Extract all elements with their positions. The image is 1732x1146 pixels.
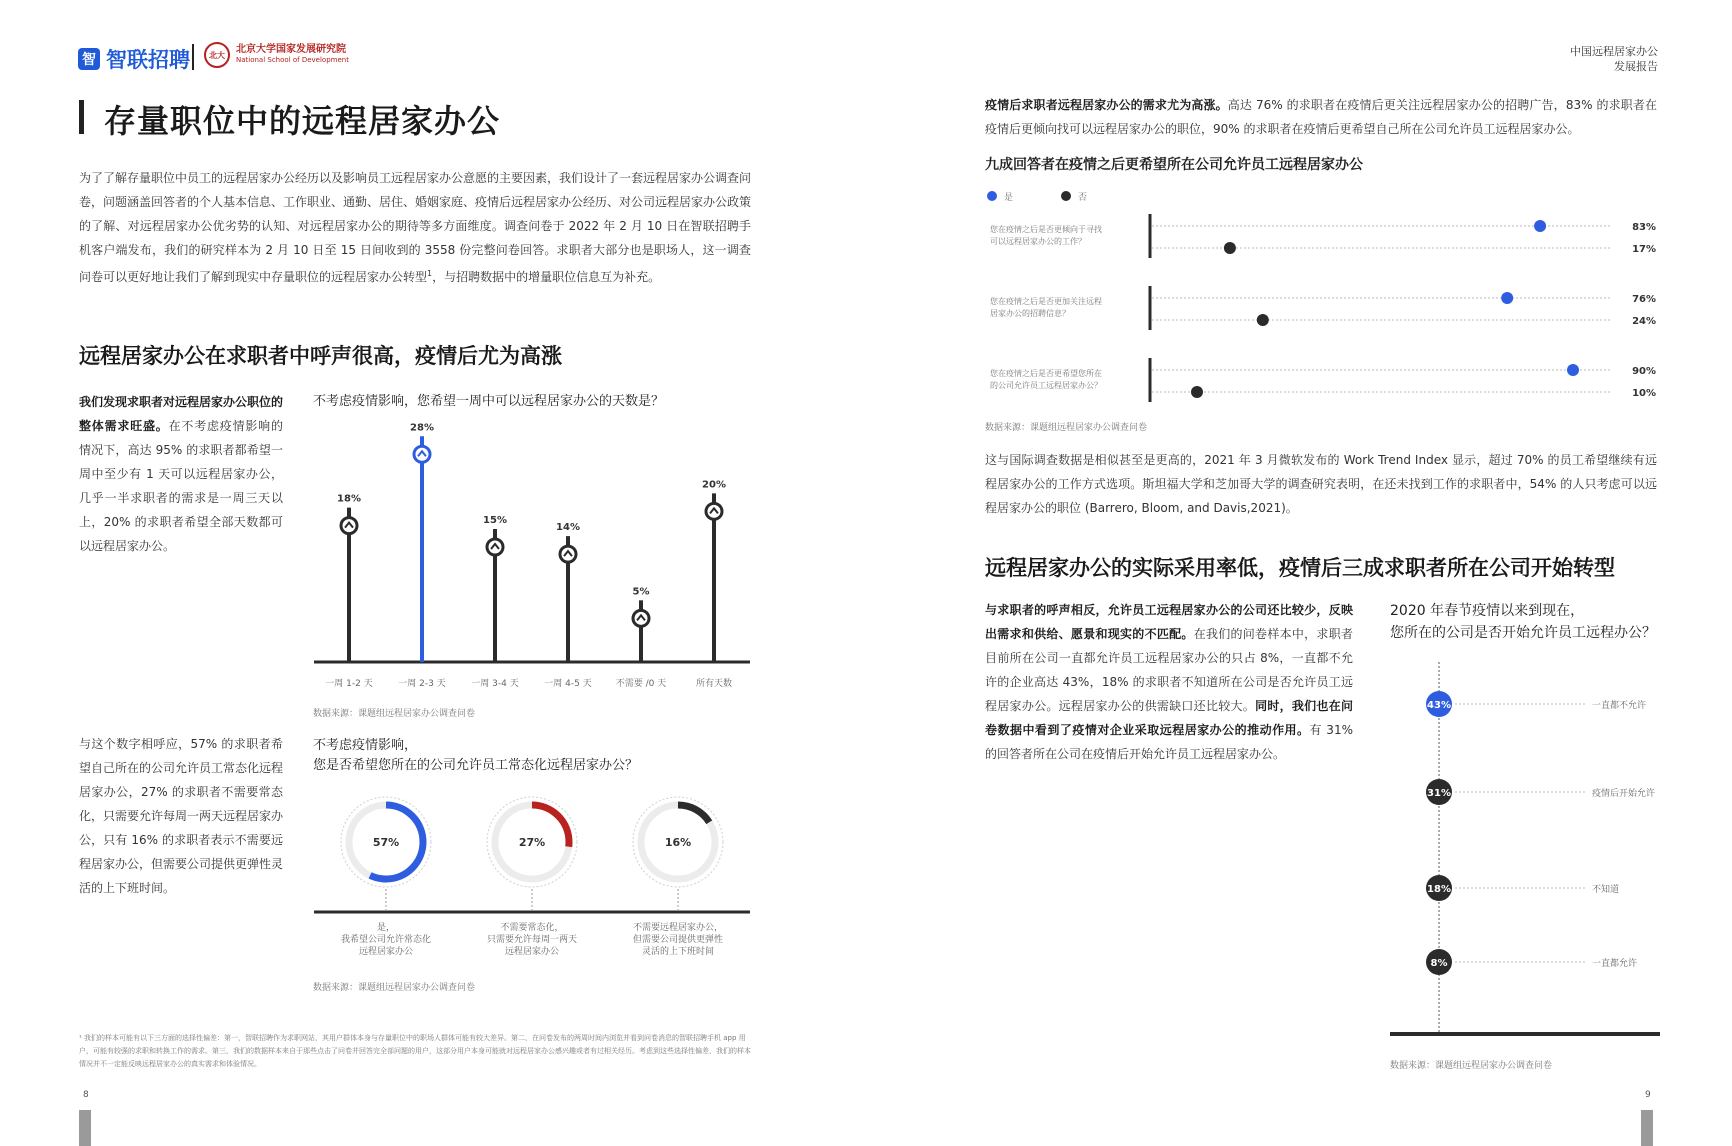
chart3-question-label: 的公司允许员工远程居家办公？ <box>990 381 1102 390</box>
chart3-question-label: 您在疫情之后是否更倾向于寻找 <box>990 225 1102 234</box>
chart3-question-label: 居家办公的招聘信息？ <box>990 309 1070 318</box>
chart1-lollipop <box>300 418 760 700</box>
chart2-category-label: 远程居家办公 <box>358 947 414 957</box>
chart3-legend-label: 是 <box>1004 193 1014 203</box>
chart2-category-label: 是， <box>376 923 396 933</box>
chart1-marker <box>487 539 503 555</box>
chart1-value-label: 18% <box>337 493 361 505</box>
chart3-dot <box>1501 292 1513 304</box>
chart4-category-label: 一直都不允许 <box>1592 701 1647 711</box>
footnote: ¹ 我们的样本可能有以下三方面的选择性偏差：第一，智联招聘作为求职网站，其用户群体本身与存量职位中的职场人群体可能有较大差异。第二，在问卷发布的两周时间内浏览并看到问卷消息的智联招聘手机 app 用户，可能有较强的求职和转换工作的需求。第三，我们的数据样本来自于那些点击了问卷并回答完全部问题的用户，这部分用户本身可能就对远程居家办公感兴趣或者有过相关经历。考虑到这些选择性偏差，我们的样本情况并不一定能反映远程居家办公的真实需求和体验情况。 <box>79 1034 751 1068</box>
chart3-value-label: 17% <box>1632 244 1656 255</box>
page-edge-bar-right <box>1641 1110 1653 1146</box>
chart4-category-label: 不知道 <box>1592 885 1620 895</box>
chart3-dot <box>1567 364 1579 376</box>
chart2-category-label: 不需要常态化， <box>500 923 564 933</box>
chart4-timeline <box>1385 656 1665 1040</box>
chart2-category-label: 我希望公司允许常态化 <box>340 935 432 945</box>
chart1-value-label: 5% <box>632 586 650 598</box>
chart2-value-label: 27% <box>518 836 546 849</box>
chart3-dot-plot <box>980 182 1670 412</box>
chart1-value-label: 15% <box>483 515 507 526</box>
chart3-legend-dot <box>1061 191 1071 201</box>
chart3-title: 九成回答者在疫情之后更希望所在公司允许员工远程居家办公 <box>985 157 1363 173</box>
side-paragraph-2: 与这个数字相呼应，57% 的求职者希望自己所在的公司允许员工常态化远程居家办公，27% 的求职者不需要常态化，只需要允许每周一两天远程居家办公，只有 16% 的求职者表示不需要远程居家办公，但需要公司提供更弹性灵活的上下班时间。 <box>79 737 284 895</box>
chart1-marker <box>341 518 357 534</box>
chart4-value-label: 43% <box>1427 700 1451 711</box>
chart3-value-label: 24% <box>1632 316 1656 327</box>
page-edge-bar-left <box>79 1110 91 1146</box>
chart1-value-label: 14% <box>556 522 580 534</box>
pku-name-cn: 北京大学国家发展研究院 <box>236 44 346 55</box>
chart1-marker <box>633 610 649 626</box>
chart2-category-label: 只需要允许每周一两天 <box>486 935 578 945</box>
chart2-category-label: 但需要公司提供更弹性 <box>632 935 724 945</box>
footnote-ref: 1 <box>427 269 433 278</box>
chart1-category-label: 一周 2-3 天 <box>398 679 446 689</box>
chart1-category-label: 一周 1-2 天 <box>325 679 373 689</box>
chart1-question: 不考虑疫情影响，您希望一周中可以远程居家办公的天数是？ <box>313 394 665 409</box>
chart1-category-label: 不需要 /0 天 <box>615 679 667 689</box>
zhaopin-logo-text: 智联招聘 <box>106 48 190 72</box>
chart1-value-label: 28% <box>410 422 434 434</box>
zhaopin-logo <box>78 44 190 74</box>
page-number-left: 8 <box>83 1090 89 1100</box>
chart2-category-label: 不需要远程居家办公， <box>632 923 724 933</box>
side-paragraph-1: 我们发现求职者对远程居家办公职位的整体需求旺盛。在不考虑疫情影响的情况下，高达 95% 的求职者都希望一周中至少有 1 天可以远程居家办公，几乎一半求职者的需求是一周三天以上，20% 的求职者希望全部天数都可以远程居家办公。 <box>79 395 284 553</box>
right-body-paragraph: 与求职者的呼声相反，允许员工远程居家办公的公司还比较少，反映出需求和供给、愿景和现实的不匹配。在我们的问卷样本中，求职者目前所在公司一直都允许员工远程居家办公的只占 8%，一直都不允许的企业高达 43%，18% 的求职者不知道所在公司是否允许员工远程居家办公。远程居家办公的供需缺口还比较大。同时，我们也在问卷数据中看到了疫情对企业采取远程居家办公的推动作用。有 31% 的回答者所在公司在疫情后开始允许员工远程居家办公。 <box>985 603 1353 761</box>
pku-seal-icon: 北大 <box>204 42 230 68</box>
chart3-value-label: 76% <box>1632 294 1656 305</box>
pku-name-en: National School of Development <box>236 56 349 64</box>
chart4-category-label: 一直都允许 <box>1592 959 1638 969</box>
chart1-category-label: 一周 3-4 天 <box>471 679 519 689</box>
chart4-source: 数据来源：课题组远程居家办公调查问卷 <box>1390 1061 1553 1071</box>
chart3-dot <box>1534 220 1546 232</box>
page-title: 存量职位中的远程居家办公 <box>104 102 501 140</box>
pku-nsd-logo <box>204 42 349 68</box>
chart4-question: 2020 年春节疫情以来到现在， 您所在的公司是否开始允许员工远程办公？ <box>1390 603 1656 641</box>
chart3-value-label: 83% <box>1632 222 1656 233</box>
chart3-legend-dot <box>987 191 997 201</box>
zhaopin-logo-icon: 智 <box>78 48 100 70</box>
chart3-source: 数据来源：课题组远程居家办公调查问卷 <box>985 423 1148 433</box>
chart3-dot <box>1257 314 1269 326</box>
chart3-legend-label: 否 <box>1078 193 1088 203</box>
chart4-value-label: 31% <box>1427 788 1451 799</box>
chart3-question-label: 您在疫情之后是否更希望您所在 <box>990 369 1102 378</box>
chart2-value-label: 57% <box>372 836 400 849</box>
right-intro-paragraph: 疫情后求职者远程居家办公的需求尤为高涨。高达 76% 的求职者在疫情后更关注远程居家办公的招聘广告，83% 的求职者在疫情后更倾向找可以远程居家办公的职位，90% 的求职者在疫情后更希望自己所在公司允许员工远程居家办公。 <box>985 98 1657 136</box>
chart3-question-label: 您在疫情之后是否更加关注远程 <box>990 297 1102 306</box>
chart1-marker <box>706 503 722 519</box>
chart1-category-label: 一周 4-5 天 <box>544 679 592 689</box>
section-heading-left: 远程居家办公在求职者中呼声很高，疫情后尤为高涨 <box>79 344 562 368</box>
chart1-value-label: 20% <box>702 479 726 491</box>
chart3-value-label: 90% <box>1632 366 1656 377</box>
chart2-donuts <box>300 790 760 970</box>
chart4-category-label: 疫情后开始允许 <box>1592 789 1656 799</box>
intro-paragraph: 为了了解存量职位中员工的远程居家办公经历以及影响员工远程居家办公意愿的主要因素，我们设计了一套远程居家办公调查问卷，问题涵盖回答者的个人基本信息、工作职业、通勤、居住、婚姻家庭、疫情后远程居家办公经历、对公司远程居家办公政策的了解、对远程居家办公优劣势的认知、对远程居家办公的期待等多方面维度。调查问卷于 2022 年 2 月 10 日在智联招聘手机客户端发布，我们的研究样本为 2 月 10 日至 15 日间收到的 3558 份完整问卷回答。求职者大部分也是职场人，这一调查问卷可以更好地让我们了解到现实中存量职位的远程居家办公转型$^1$，与招聘数据中的增量职位信息互为补充。 <box>79 171 752 284</box>
chart1-marker <box>560 546 576 562</box>
chart3-dot <box>1191 386 1203 398</box>
section-heading-right: 远程居家办公的实际采用率低，疫情后三成求职者所在公司开始转型 <box>985 556 1615 580</box>
page-number-right: 9 <box>1645 1090 1651 1100</box>
logo-divider <box>192 44 194 70</box>
chart3-dot <box>1224 242 1236 254</box>
chart2-category-label: 灵活的上下班时间 <box>641 947 715 957</box>
chart1-source: 数据来源：课题组远程居家办公调查问卷 <box>313 709 476 719</box>
chart4-value-label: 8% <box>1430 958 1448 969</box>
chart2-category-label: 远程居家办公 <box>504 947 560 957</box>
chart3-value-label: 10% <box>1632 388 1656 399</box>
chart2-question: 不考虑疫情影响， 您是否希望您所在的公司允许员工常态化远程居家办公？ <box>313 738 639 773</box>
chart1-category-label: 所有天数 <box>695 679 733 689</box>
right-mid-paragraph: 这与国际调查数据是相似甚至是更高的，2021 年 3 月微软发布的 Work Trend Index 显示，超过 70% 的员工希望继续有远程居家办公的工作方式选项。斯坦福大学和芝加哥大学的调查研究表明，在还未找到工作的求职者中，54% 的人只考虑可以远程居家办公的职位 (Barrero, Bloom, and Davis,2021)。 <box>985 453 1657 515</box>
chart3-question-label: 可以远程居家办公的工作？ <box>990 237 1086 246</box>
report-title: 中国远程居家办公 发展报告 <box>1570 45 1658 73</box>
title-accent-bar <box>79 100 84 134</box>
chart2-value-label: 16% <box>664 836 692 849</box>
chart1-marker <box>414 446 430 462</box>
chart4-value-label: 18% <box>1427 884 1451 895</box>
chart2-source: 数据来源：课题组远程居家办公调查问卷 <box>313 983 476 993</box>
